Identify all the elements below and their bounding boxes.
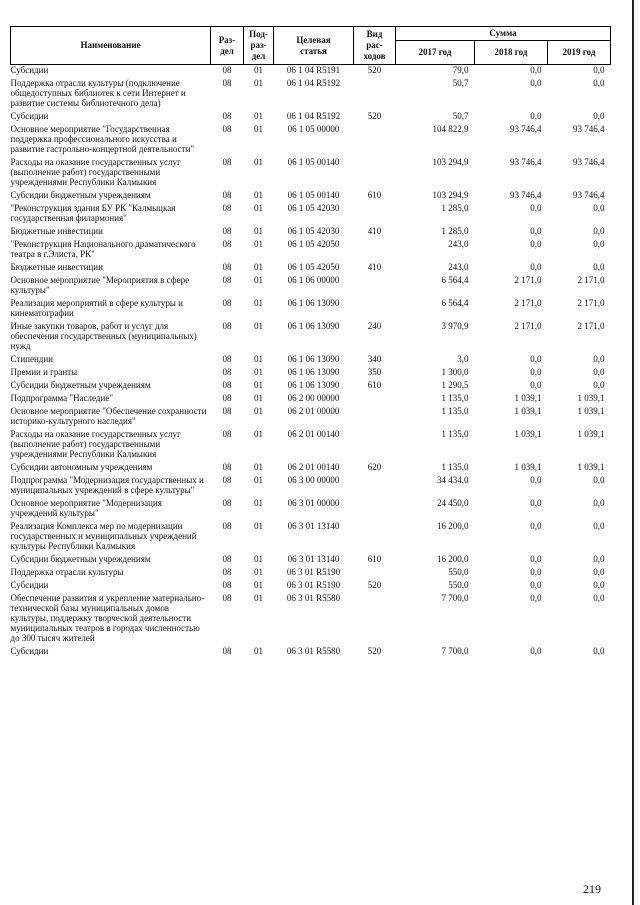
row-expense-type: 610 [367, 190, 382, 200]
row-subsection: 01 [254, 567, 263, 577]
row-sum-2018: 93 746,4 [510, 124, 542, 134]
row-section: 08 [222, 78, 232, 88]
row-subsection: 01 [254, 354, 263, 364]
row-sum-2017: 104 822,9 [432, 124, 469, 134]
table-row [11, 75, 611, 108]
row-sum-2017: 50,7 [452, 111, 469, 121]
row-target-article: 06 1 04 R5191 [286, 65, 341, 75]
row-sum-2018: 93 746,4 [510, 157, 542, 167]
row-sum-2017: 550,0 [448, 567, 469, 577]
row-name: Основное мероприятие "Мероприятия в сфере культуры" [10, 275, 190, 295]
row-sum-2018: 0,0 [530, 262, 542, 272]
row-sum-2019: 1 039,1 [577, 393, 605, 403]
row-expense-type [354, 518, 396, 551]
row-expense-type: 520 [367, 65, 382, 75]
budget-table [10, 26, 611, 656]
row-name: Иные закупки товаров, работ и услуг для обеспечения государственных (муниципальных) нужд [10, 321, 197, 351]
row-expense-type: 520 [367, 111, 382, 121]
row-section: 08 [222, 190, 232, 200]
row-sum-2018: 1 039,1 [514, 429, 542, 439]
row-target-article: 06 3 00 00000 [287, 475, 340, 485]
row-target-article: 06 1 06 00000 [287, 275, 340, 285]
row-name: Субсидии [10, 65, 49, 75]
row-name: Бюджетные инвестиции [10, 226, 103, 236]
row-sum-2019: 0,0 [593, 111, 605, 121]
row-section: 08 [222, 367, 232, 377]
table-row [11, 643, 611, 656]
row-expense-type [354, 236, 396, 259]
row-expense-type [354, 200, 396, 223]
row-sum-2018: 0,0 [530, 567, 542, 577]
header-expense-type: Вид рас- ходов [354, 27, 396, 65]
row-expense-type [354, 295, 396, 318]
row-sum-2019: 93 746,4 [573, 157, 605, 167]
header-name: Наименование [11, 27, 211, 65]
row-sum-2017: 243,0 [448, 239, 469, 249]
row-subsection: 01 [254, 321, 263, 331]
table-row [11, 390, 611, 403]
row-section: 08 [222, 157, 232, 167]
row-subsection: 01 [254, 65, 263, 75]
row-sum-2017: 7 700,0 [441, 646, 469, 656]
row-target-article: 06 1 04 R5192 [286, 111, 341, 121]
table-row [11, 590, 611, 643]
row-sum-2019: 0,0 [593, 498, 605, 508]
row-name: Субсидии [10, 111, 49, 121]
row-expense-type [354, 154, 396, 187]
table-row [11, 259, 611, 272]
row-section: 08 [222, 406, 232, 416]
row-section: 08 [222, 462, 232, 472]
row-sum-2019: 1 039,1 [577, 429, 605, 439]
row-expense-type: 520 [367, 580, 382, 590]
row-section: 08 [222, 393, 232, 403]
row-name: Субсидии [10, 646, 49, 656]
table-row [11, 426, 611, 459]
row-sum-2018: 2 171,0 [514, 321, 542, 331]
row-target-article: 06 1 05 42030 [287, 203, 340, 213]
row-sum-2017: 3,0 [457, 354, 469, 364]
row-subsection: 01 [254, 521, 263, 531]
row-target-article: 06 1 06 13090 [287, 367, 340, 377]
row-sum-2019: 2 171,0 [577, 275, 605, 285]
row-name: Реализация Комплекса мер по модернизации государственных и муниципальных учреждений культуры Республики Калмыкия [10, 521, 197, 551]
row-subsection: 01 [254, 393, 263, 403]
row-name: Реализация мероприятий в сфере культуры и кинематографии [10, 298, 183, 318]
row-subsection: 01 [254, 367, 263, 377]
row-sum-2018: 0,0 [530, 367, 542, 377]
row-target-article: 06 1 06 13090 [287, 321, 340, 331]
row-sum-2017: 103 294,9 [432, 157, 469, 167]
table-row [11, 187, 611, 200]
row-sum-2018: 0,0 [530, 111, 542, 121]
row-sum-2017: 1 300,0 [441, 367, 469, 377]
row-sum-2017: 16 200,0 [437, 554, 469, 564]
row-sum-2019: 0,0 [593, 567, 605, 577]
row-sum-2019: 0,0 [593, 262, 605, 272]
table-row [11, 351, 611, 364]
row-expense-type [354, 390, 396, 403]
row-subsection: 01 [254, 239, 263, 249]
row-expense-type [354, 472, 396, 495]
row-target-article: 06 2 01 00140 [287, 462, 340, 472]
row-expense-type [354, 403, 396, 426]
row-subsection: 01 [254, 406, 263, 416]
row-section: 08 [222, 567, 232, 577]
row-name: Расходы на оказание государственных услуг (выполнение работ) государственными учреждениями Республики Калмыкия [10, 157, 181, 187]
row-target-article: 06 1 06 13090 [287, 298, 340, 308]
row-name: Субсидии бюджетным учреждениям [10, 190, 151, 200]
row-name: Основное мероприятие "Государственная поддержка профессионального искусства и развитие гастрольно-концертной деятельности" [10, 124, 195, 154]
row-subsection: 01 [254, 554, 263, 564]
row-expense-type [354, 590, 396, 643]
header-target-article: Целевая статья [274, 27, 354, 65]
row-expense-type: 350 [367, 367, 382, 377]
row-sum-2018: 1 039,1 [514, 406, 542, 416]
row-expense-type: 340 [367, 354, 382, 364]
row-sum-2018: 0,0 [530, 554, 542, 564]
row-target-article: 06 1 05 00000 [287, 124, 340, 134]
row-sum-2018: 0,0 [530, 203, 542, 213]
table-row [11, 551, 611, 564]
row-section: 08 [222, 111, 232, 121]
row-sum-2018: 2 171,0 [514, 275, 542, 285]
row-sum-2018: 0,0 [530, 65, 542, 75]
row-section: 08 [222, 203, 232, 213]
row-target-article: 06 3 01 R5580 [286, 593, 341, 603]
row-name: Субсидии бюджетным учреждениям [10, 380, 151, 390]
row-section: 08 [222, 298, 232, 308]
row-name: "Реконструкция Национального драматического театра в г.Элиста, РК" [10, 239, 196, 259]
row-expense-type: 610 [367, 554, 382, 564]
row-sum-2018: 0,0 [530, 354, 542, 364]
row-sum-2018: 0,0 [530, 498, 542, 508]
row-target-article: 06 3 01 R5580 [286, 646, 341, 656]
row-sum-2019: 0,0 [593, 593, 605, 603]
row-expense-type [354, 495, 396, 518]
row-section: 08 [222, 226, 232, 236]
row-sum-2017: 1 135,0 [441, 406, 469, 416]
row-subsection: 01 [254, 429, 263, 439]
row-subsection: 01 [254, 380, 263, 390]
row-expense-type: 520 [367, 646, 382, 656]
row-section: 08 [222, 321, 232, 331]
row-name: Подпрограмма "Модернизация государственных и муниципальных учреждений в сфере культуры" [10, 475, 204, 495]
table-header [11, 27, 611, 65]
row-sum-2017: 3 970,9 [441, 321, 469, 331]
table-row [11, 108, 611, 121]
row-name: Основное мероприятие "Модернизация учреждений культуры" [10, 498, 162, 518]
row-section: 08 [222, 521, 232, 531]
row-name: Субсидии бюджетным учреждениям [10, 554, 151, 564]
row-sum-2017: 34 434,0 [437, 475, 469, 485]
row-name: Субсидии [10, 580, 49, 590]
row-section: 08 [222, 498, 232, 508]
row-section: 08 [222, 580, 232, 590]
row-target-article: 06 3 01 R5190 [286, 580, 341, 590]
row-section: 08 [222, 593, 232, 603]
row-target-article: 06 1 05 00140 [287, 157, 340, 167]
table-row [11, 295, 611, 318]
table-body [11, 65, 611, 657]
row-target-article: 06 3 01 13140 [287, 521, 340, 531]
row-target-article: 06 1 05 00140 [287, 190, 340, 200]
row-sum-2019: 0,0 [593, 239, 605, 249]
row-sum-2017: 103 294,9 [432, 190, 469, 200]
table-row [11, 459, 611, 472]
row-sum-2019: 1 039,1 [577, 406, 605, 416]
row-sum-2017: 6 564,4 [441, 275, 469, 285]
row-sum-2019: 0,0 [593, 203, 605, 213]
row-subsection: 01 [254, 646, 263, 656]
row-subsection: 01 [254, 226, 263, 236]
row-subsection: 01 [254, 593, 263, 603]
row-target-article: 06 1 05 42050 [287, 262, 340, 272]
row-section: 08 [222, 275, 232, 285]
row-expense-type [354, 121, 396, 154]
table-row [11, 272, 611, 295]
row-section: 08 [222, 380, 232, 390]
row-subsection: 01 [254, 111, 263, 121]
table-row [11, 518, 611, 551]
row-subsection: 01 [254, 580, 263, 590]
row-sum-2018: 93 746,4 [510, 190, 542, 200]
table-row [11, 65, 611, 76]
row-target-article: 06 2 01 00000 [287, 406, 340, 416]
row-sum-2017: 79,0 [452, 65, 469, 75]
row-target-article: 06 1 05 42050 [287, 239, 340, 249]
row-expense-type: 620 [367, 462, 382, 472]
row-sum-2018: 0,0 [530, 646, 542, 656]
row-expense-type [354, 564, 396, 577]
row-target-article: 06 1 05 42030 [287, 226, 340, 236]
row-sum-2018: 0,0 [530, 78, 542, 88]
row-name: Подпрограмма "Наследие" [10, 393, 113, 403]
row-sum-2017: 16 200,0 [437, 521, 469, 531]
row-target-article: 06 1 06 13090 [287, 380, 340, 390]
row-section: 08 [222, 429, 232, 439]
table-row [11, 377, 611, 390]
row-subsection: 01 [254, 462, 263, 472]
row-section: 08 [222, 554, 232, 564]
header-year-2017: 2017 год [396, 41, 475, 65]
row-target-article: 06 3 01 00000 [287, 498, 340, 508]
row-name: Субсидии автономным учреждениям [10, 462, 153, 472]
row-sum-2019: 0,0 [593, 554, 605, 564]
row-sum-2018: 1 039,1 [514, 462, 542, 472]
header-year-2019: 2019 год [548, 41, 611, 65]
row-target-article: 06 2 01 00140 [287, 429, 340, 439]
header-year-2018: 2018 год [475, 41, 548, 65]
row-sum-2017: 6 564,4 [441, 298, 469, 308]
header-subsection: Под- раз- дел [244, 27, 274, 65]
row-sum-2019: 0,0 [593, 367, 605, 377]
row-target-article: 06 3 01 R5190 [286, 567, 341, 577]
row-subsection: 01 [254, 203, 263, 213]
row-expense-type: 240 [367, 321, 382, 331]
row-expense-type: 410 [367, 262, 382, 272]
row-sum-2018: 2 171,0 [514, 298, 542, 308]
row-sum-2017: 50,7 [452, 78, 469, 88]
row-expense-type [354, 426, 396, 459]
row-sum-2018: 0,0 [530, 580, 542, 590]
table-row [11, 364, 611, 377]
row-expense-type [354, 75, 396, 108]
row-subsection: 01 [254, 157, 263, 167]
table-row [11, 577, 611, 590]
row-subsection: 01 [254, 498, 263, 508]
row-sum-2017: 243,0 [448, 262, 469, 272]
row-sum-2019: 0,0 [593, 646, 605, 656]
row-subsection: 01 [254, 298, 263, 308]
row-expense-type: 410 [367, 226, 382, 236]
table-row [11, 318, 611, 351]
row-name: Обеспечение развития и укрепление материально-технической базы муниципальных домов культуры, поддержку творческой деятельности муниципальных театров в городах численностью до 300 тысяч жителей [10, 593, 205, 643]
row-sum-2018: 0,0 [530, 475, 542, 485]
table-row [11, 236, 611, 259]
table-row [11, 403, 611, 426]
row-sum-2019: 0,0 [593, 354, 605, 364]
table-row [11, 200, 611, 223]
table-row [11, 154, 611, 187]
row-section: 08 [222, 124, 232, 134]
row-sum-2019: 93 746,4 [573, 190, 605, 200]
row-sum-2019: 93 746,4 [573, 124, 605, 134]
row-sum-2019: 0,0 [593, 78, 605, 88]
row-section: 08 [222, 475, 232, 485]
row-name: Бюджетные инвестиции [10, 262, 103, 272]
row-target-article: 06 2 00 00000 [287, 393, 340, 403]
row-section: 08 [222, 65, 232, 75]
row-sum-2018: 0,0 [530, 521, 542, 531]
row-sum-2019: 0,0 [593, 580, 605, 590]
row-sum-2019: 0,0 [593, 380, 605, 390]
header-section: Раз- дел [211, 27, 244, 65]
row-name: Поддержка отрасли культуры [10, 567, 124, 577]
row-name: Поддержка отрасли культуры (подключение общедоступных библиотек к сети Интернет и развитие системы библиотечного дела) [10, 78, 186, 108]
row-name: Премии и гранты [10, 367, 78, 377]
row-expense-type: 610 [367, 380, 382, 390]
page-number: 219 [583, 882, 601, 896]
table-row [11, 495, 611, 518]
row-subsection: 01 [254, 190, 263, 200]
row-target-article: 06 1 06 13090 [287, 354, 340, 364]
row-section: 08 [222, 239, 232, 249]
row-expense-type [354, 272, 396, 295]
row-sum-2017: 1 285,0 [441, 226, 469, 236]
row-sum-2017: 1 135,0 [441, 429, 469, 439]
row-sum-2017: 1 285,0 [441, 203, 469, 213]
row-sum-2019: 2 171,0 [577, 298, 605, 308]
row-section: 08 [222, 354, 232, 364]
row-subsection: 01 [254, 124, 263, 134]
row-name: Расходы на оказание государственных услуг (выполнение работ) государственными учреждениями Республики Калмыкия [10, 429, 181, 459]
row-name: Основное мероприятие "Обеспечение сохранности историко-культурного наследия" [10, 406, 207, 426]
row-sum-2017: 7 700,0 [441, 593, 469, 603]
row-section: 08 [222, 262, 232, 272]
row-sum-2017: 550,0 [448, 580, 469, 590]
table-row [11, 121, 611, 154]
row-sum-2017: 24 450,0 [437, 498, 469, 508]
row-section: 08 [222, 646, 232, 656]
row-sum-2019: 0,0 [593, 226, 605, 236]
row-sum-2019: 1 039,1 [577, 462, 605, 472]
table-row [11, 223, 611, 236]
row-sum-2019: 0,0 [593, 65, 605, 75]
row-sum-2018: 0,0 [530, 380, 542, 390]
row-subsection: 01 [254, 275, 263, 285]
table-row [11, 564, 611, 577]
row-name: Стипендии [10, 354, 53, 364]
row-sum-2018: 1 039,1 [514, 393, 542, 403]
row-name: "Реконструкция здания БУ РК "Калмыцкая государственная филармония" [10, 203, 176, 223]
row-target-article: 06 1 04 R5192 [286, 78, 341, 88]
table-row [11, 472, 611, 495]
row-sum-2018: 0,0 [530, 226, 542, 236]
row-sum-2019: 0,0 [593, 521, 605, 531]
row-sum-2019: 2 171,0 [577, 321, 605, 331]
row-sum-2019: 0,0 [593, 475, 605, 485]
row-sum-2018: 0,0 [530, 239, 542, 249]
row-sum-2017: 1 290,5 [441, 380, 469, 390]
header-sum: Сумма [396, 27, 611, 41]
row-subsection: 01 [254, 262, 263, 272]
page-edge [632, 0, 634, 905]
row-sum-2017: 1 135,0 [441, 393, 469, 403]
row-sum-2018: 0,0 [530, 593, 542, 603]
row-target-article: 06 3 01 13140 [287, 554, 340, 564]
row-sum-2017: 1 135,0 [441, 462, 469, 472]
row-subsection: 01 [254, 475, 263, 485]
row-subsection: 01 [254, 78, 263, 88]
